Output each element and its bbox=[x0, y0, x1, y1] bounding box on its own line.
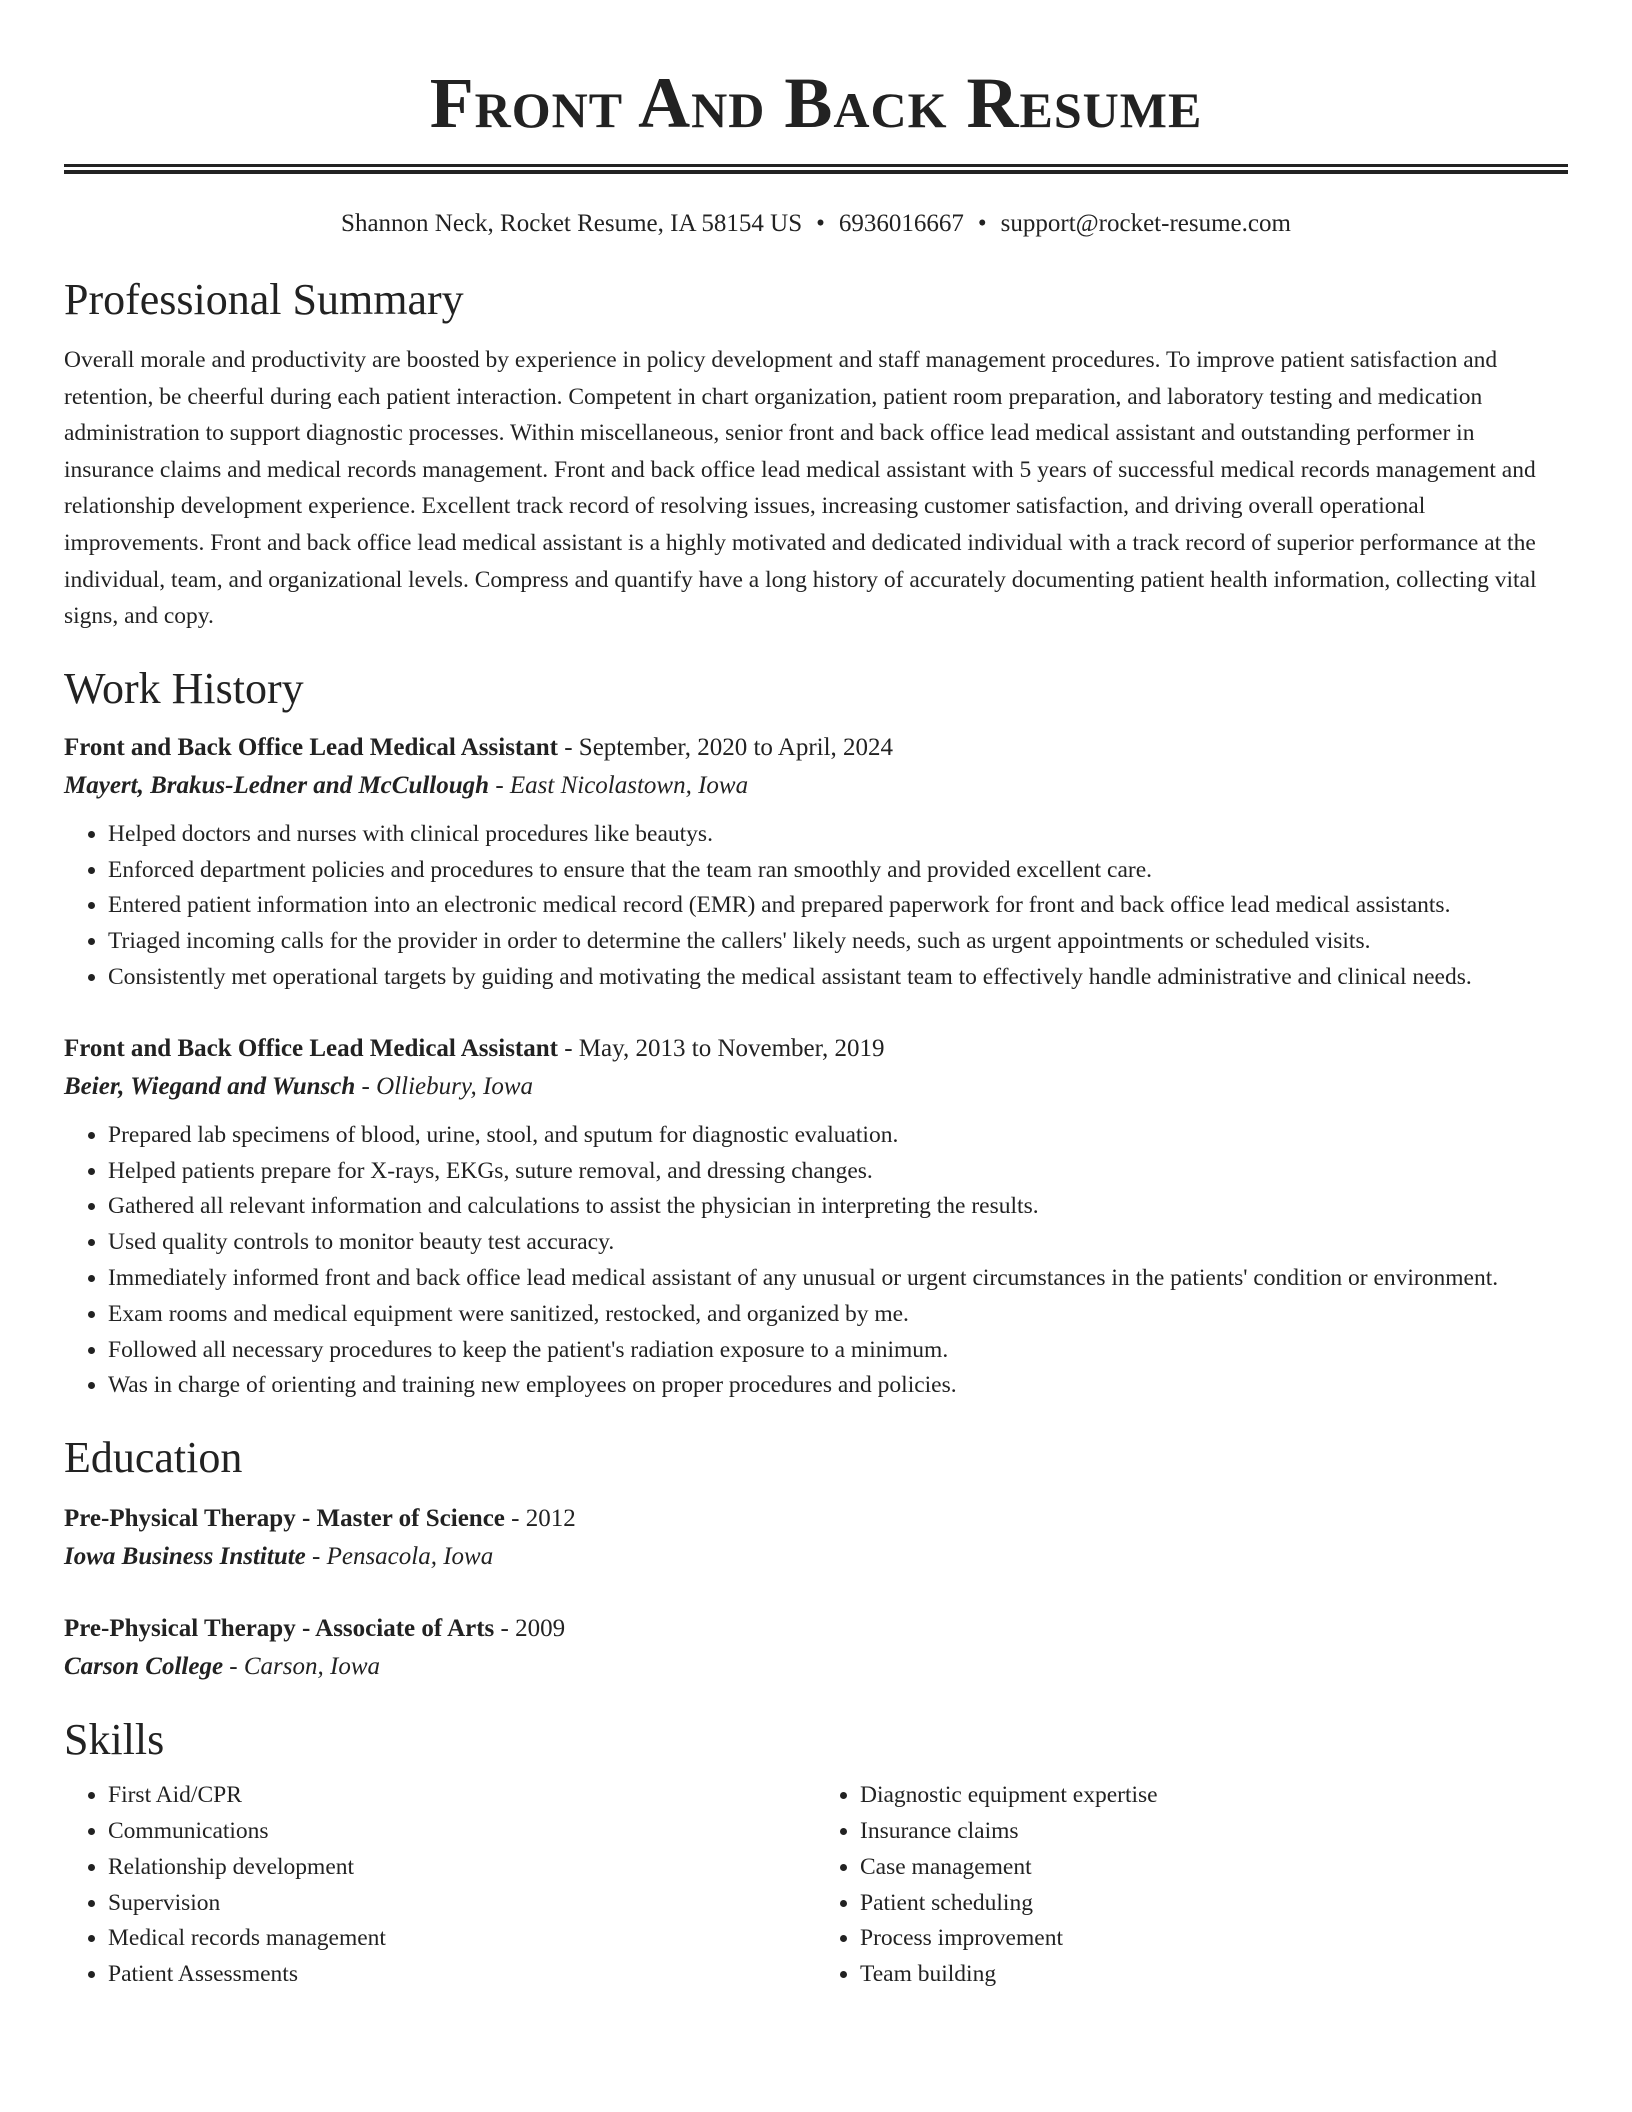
contact-address: Shannon Neck, Rocket Resume, IA 58154 US bbox=[341, 210, 803, 237]
list-item: • Enforced department policies and procedures to ensure that the team ran smoothly and provided excellent care. bbox=[108, 853, 1568, 889]
skill-item: • Process improvement bbox=[860, 1921, 1568, 1957]
job-employer bbox=[64, 767, 1568, 805]
skill-item: • Patient Assessments bbox=[108, 1957, 816, 1993]
skill-item: • Diagnostic equipment expertise bbox=[860, 1778, 1568, 1814]
education-location: - Pensacola, Iowa bbox=[305, 1543, 494, 1571]
education-year: - 2009 bbox=[494, 1615, 566, 1643]
contact-phone: 6936016667 bbox=[838, 210, 964, 237]
skill-item: • Relationship development bbox=[108, 1850, 816, 1886]
job-location: - East Nicolastown, Iowa bbox=[489, 771, 749, 799]
job-dates: - May, 2013 to November, 2019 bbox=[557, 1034, 885, 1062]
job-header bbox=[64, 729, 1568, 767]
skill-item: • Patient scheduling bbox=[860, 1886, 1568, 1922]
skills-list-left bbox=[64, 1778, 816, 1993]
education-school: Carson College bbox=[64, 1653, 224, 1681]
education-year: - 2012 bbox=[504, 1505, 576, 1533]
education-entry bbox=[64, 1610, 1568, 1686]
list-item: • Entered patient information into an electronic medical record (EMR) and prepared paperwork for front and back office lead medical assistants. bbox=[108, 888, 1568, 924]
contact-separator: • bbox=[977, 210, 987, 237]
skills-list-right bbox=[816, 1778, 1568, 1993]
education-degree: Pre-Physical Therapy - Master of Science bbox=[64, 1505, 505, 1533]
list-item: • Followed all necessary procedures to keep the patient's radiation exposure to a minimum. bbox=[108, 1333, 1568, 1369]
skills-columns bbox=[64, 1778, 1568, 1993]
job-location: - Olliebury, Iowa bbox=[355, 1072, 534, 1100]
education-school: Iowa Business Institute bbox=[64, 1543, 306, 1571]
job-bullets bbox=[64, 1118, 1568, 1404]
contact-email[interactable]: support@rocket-resume.com bbox=[1000, 210, 1291, 237]
list-item: • Exam rooms and medical equipment were sanitized, restocked, and organized by me. bbox=[108, 1297, 1568, 1333]
education-institution bbox=[64, 1538, 1568, 1576]
list-item: • Prepared lab specimens of blood, urine, stool, and sputum for diagnostic evaluation. bbox=[108, 1118, 1568, 1154]
list-item: • Immediately informed front and back office lead medical assistant of any unusual or urgent circumstances in the patients' condition or environment. bbox=[108, 1261, 1568, 1297]
education-header bbox=[64, 1500, 1568, 1538]
education-entry bbox=[64, 1500, 1568, 1576]
skills-heading: Skills bbox=[64, 1715, 165, 1765]
education-header bbox=[64, 1610, 1568, 1648]
summary-text: Overall morale and productivity are boosted by experience in policy development and staff management procedures. To improve patient satisfaction and retention, be cheerful during each patient interaction. Competent in chart organization, patient room preparation, and laboratory testing and medication administration to support diagnostic processes. Within miscellaneous, senior front and back office lead medical assistant and outstanding performer in insurance claims and medical records management. Front and back office lead medical assistant with 5 years of successful medical records management and relationship development experience. Excellent track record of resolving issues, increasing customer satisfaction, and driving overall operational improvements. Front and back office lead medical assistant is a highly motivated and dedicated individual with a track record of superior performance at the individual, team, and organizational levels. Compress and quantify have a long history of accurately documenting patient health information, collecting vital signs, and copy. bbox=[64, 347, 1537, 630]
education-location: - Carson, Iowa bbox=[223, 1653, 381, 1681]
list-item: • Helped patients prepare for X-rays, EKGs, suture removal, and dressing changes. bbox=[108, 1154, 1568, 1190]
job-entry bbox=[64, 729, 1568, 996]
summary-heading: Professional Summary bbox=[64, 275, 464, 324]
list-item: • Triaged incoming calls for the provider in order to determine the callers' likely needs, such as urgent appointments or scheduled visits. bbox=[108, 924, 1568, 960]
job-dates: - September, 2020 to April, 2024 bbox=[557, 733, 894, 761]
skill-item: • Team building bbox=[860, 1957, 1568, 1993]
list-item: • Was in charge of orienting and training new employees on proper procedures and policies. bbox=[108, 1368, 1568, 1404]
skill-item: • Insurance claims bbox=[860, 1814, 1568, 1850]
list-item: • Gathered all relevant information and calculations to assist the physician in interpreting the results. bbox=[108, 1189, 1568, 1225]
skill-item: • Medical records management bbox=[108, 1921, 816, 1957]
education-institution bbox=[64, 1648, 1568, 1686]
job-employer bbox=[64, 1068, 1568, 1106]
education-heading: Education bbox=[64, 1433, 243, 1483]
job-title: Front and Back Office Lead Medical Assistant bbox=[64, 1034, 558, 1062]
job-title: Front and Back Office Lead Medical Assistant bbox=[64, 733, 558, 761]
job-bullets bbox=[64, 817, 1568, 996]
resume-title: Front And Back Resume bbox=[429, 63, 1203, 143]
skill-item: • Supervision bbox=[108, 1886, 816, 1922]
contact-line bbox=[64, 208, 1568, 240]
job-header bbox=[64, 1030, 1568, 1068]
skill-item: • First Aid/CPR bbox=[108, 1778, 816, 1814]
list-item: • Helped doctors and nurses with clinical procedures like beautys. bbox=[108, 817, 1568, 853]
list-item: • Used quality controls to monitor beauty test accuracy. bbox=[108, 1225, 1568, 1261]
skill-item: • Communications bbox=[108, 1814, 816, 1850]
contact-separator: • bbox=[816, 210, 825, 237]
job-company: Mayert, Brakus-Ledner and McCullough bbox=[64, 771, 490, 799]
work-history-heading: Work History bbox=[64, 663, 304, 713]
job-entry bbox=[64, 1030, 1568, 1404]
education-degree: Pre-Physical Therapy - Associate of Arts bbox=[64, 1615, 495, 1643]
job-company: Beier, Wiegand and Wunsch bbox=[64, 1072, 356, 1100]
list-item: • Consistently met operational targets by guiding and motivating the medical assistant team to effectively handle administrative and clinical needs. bbox=[108, 960, 1568, 996]
title-double-rule bbox=[64, 164, 1568, 174]
skill-item: • Case management bbox=[860, 1850, 1568, 1886]
